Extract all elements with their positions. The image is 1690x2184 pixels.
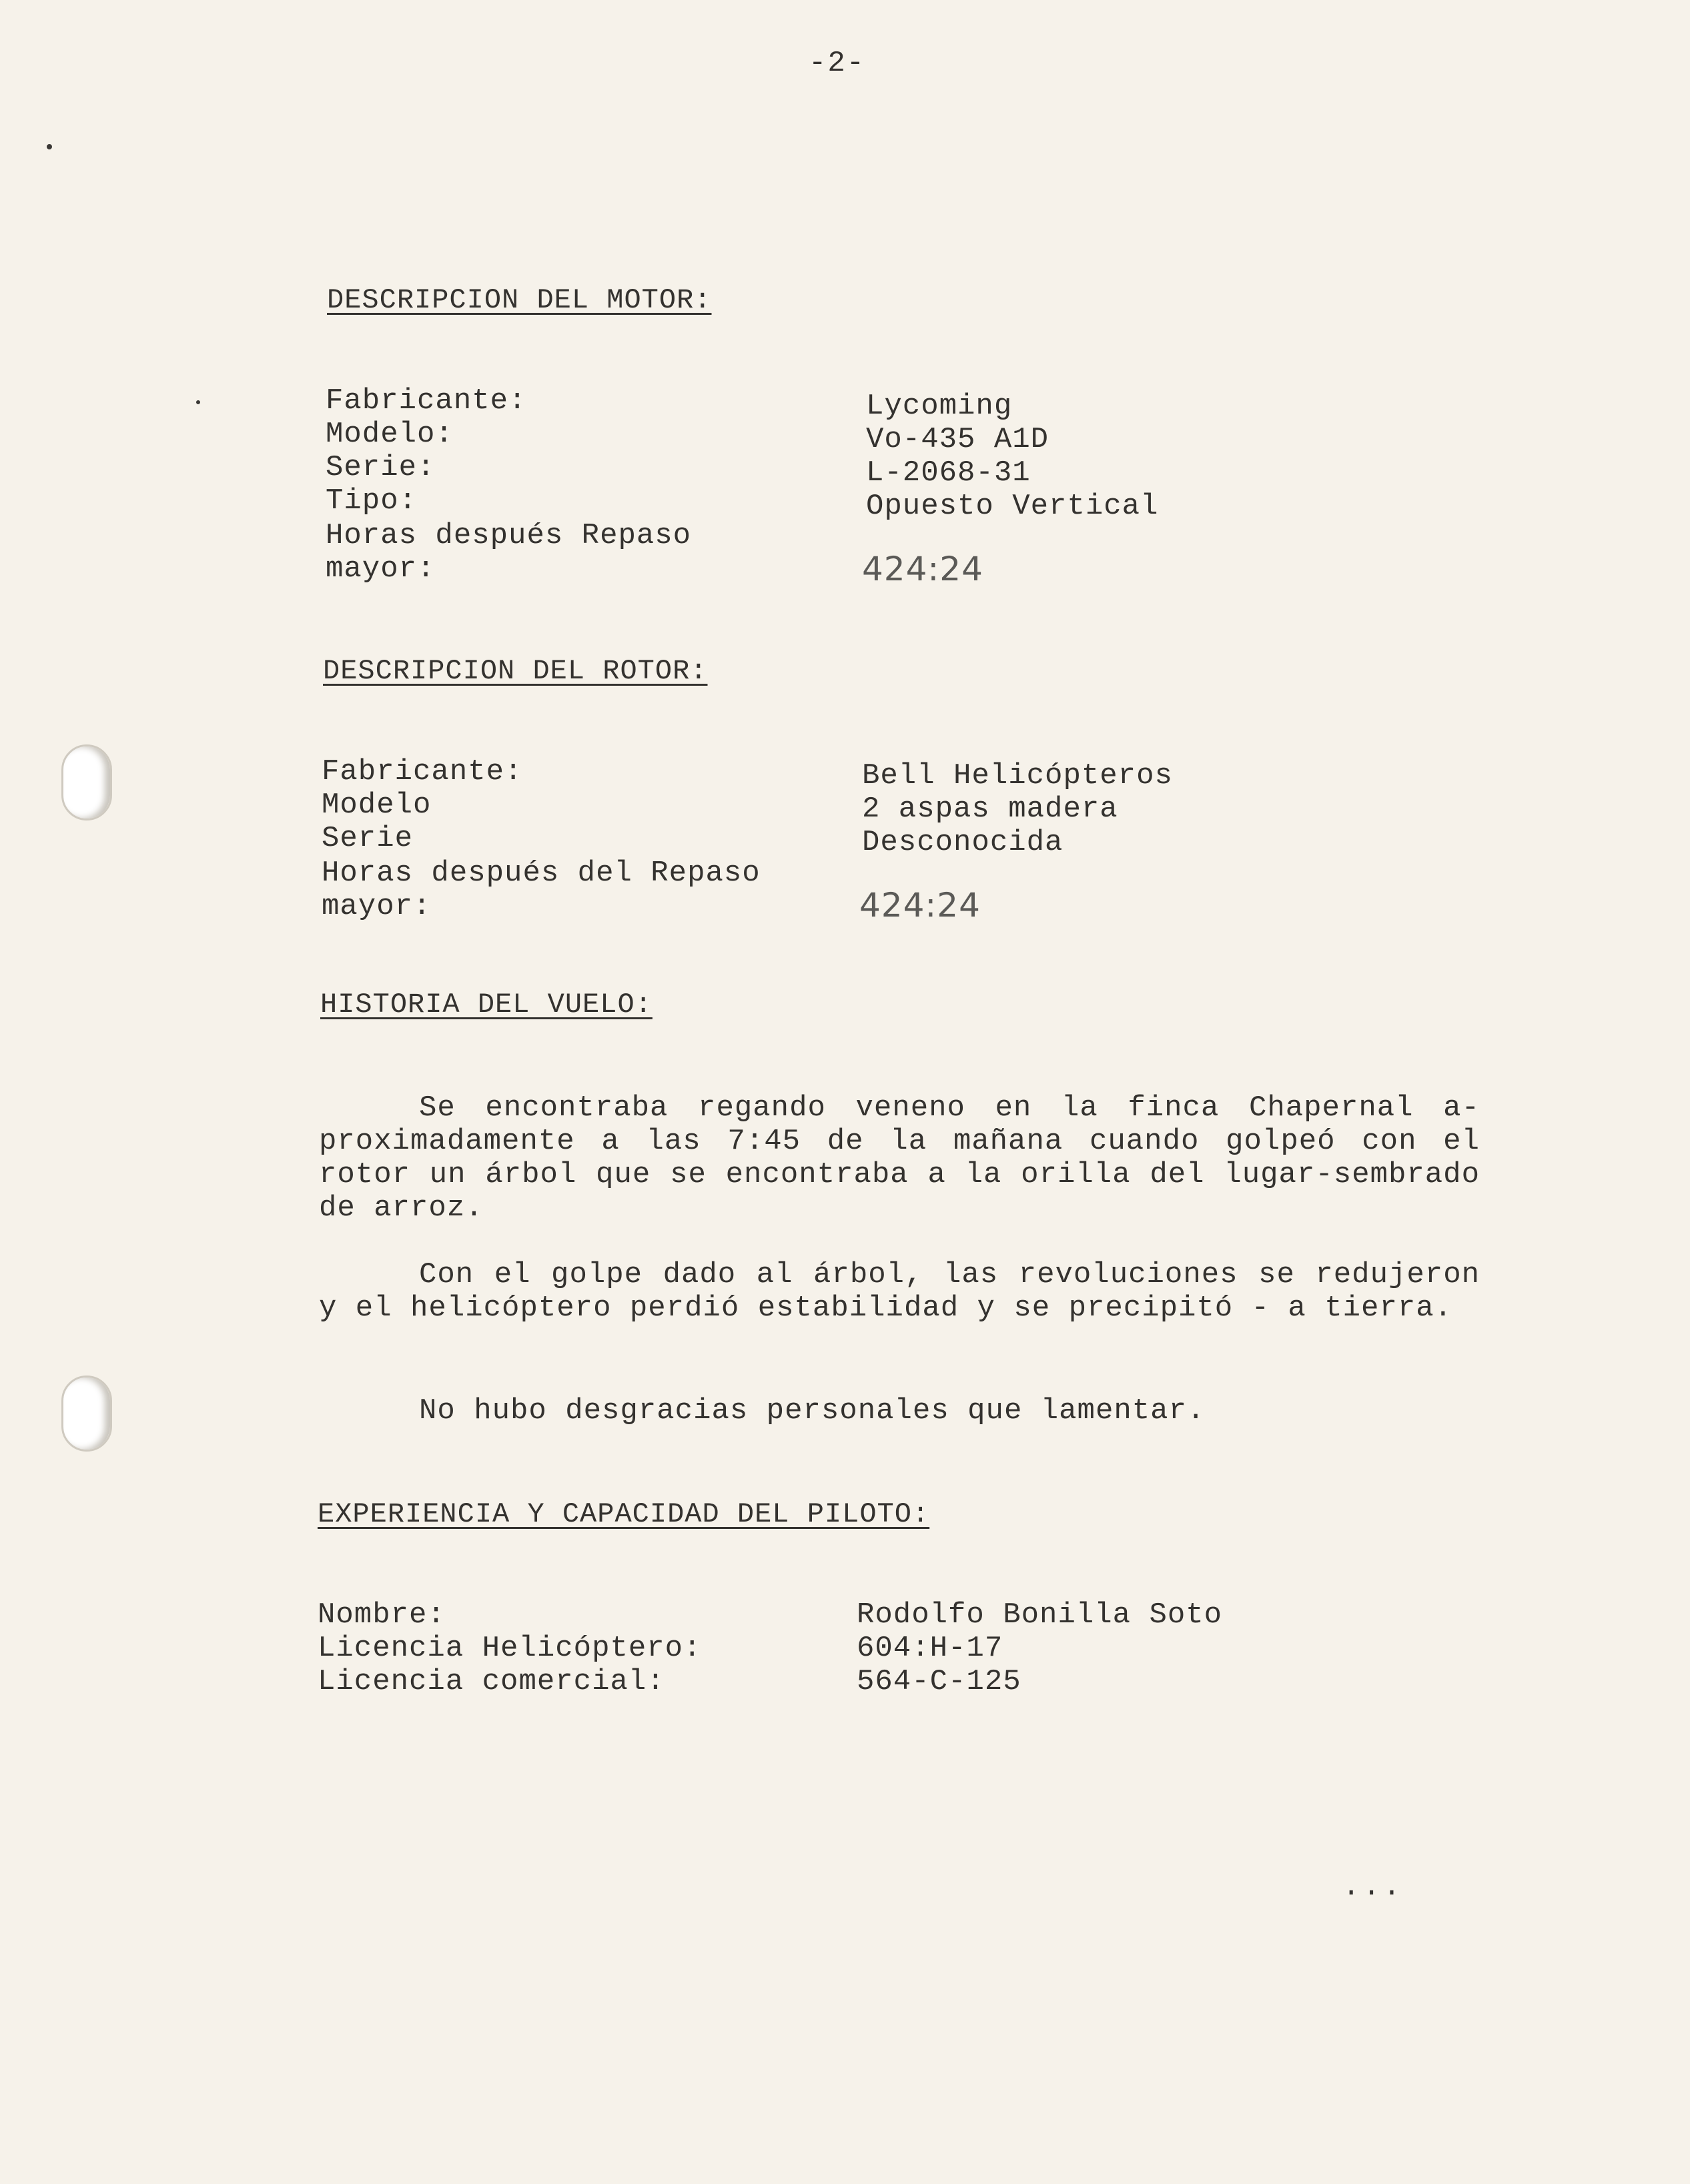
- rotor-label-serial: Serie: [322, 822, 414, 855]
- flight-history-paragraph: Se encontraba regando veneno en la finca Chapernal a-proximadamente a las 7:45 de la mañana cuando golpeó con el rotor un árbol que se encontraba a la orilla del lugar-sembrado de arroz.: [319, 1091, 1480, 1225]
- page-number: -2-: [809, 47, 866, 80]
- flight-history-paragraph: No hubo desgracias personales que lamentar.: [419, 1394, 1206, 1428]
- section-heading-motor: DESCRIPCION DEL MOTOR:: [327, 284, 712, 316]
- section-heading-rotor: DESCRIPCION DEL ROTOR:: [323, 655, 708, 687]
- motor-value-model: Vo-435 A1D: [866, 423, 1049, 456]
- rotor-label-model: Modelo: [322, 788, 432, 822]
- ink-speck: [196, 400, 200, 404]
- punch-hole-bottom: [61, 1376, 112, 1452]
- pilot-label-heli-license: Licencia Helicóptero:: [318, 1632, 702, 1665]
- motor-label-serial: Serie:: [326, 451, 436, 484]
- rotor-value-manufacturer: Bell Helicópteros: [862, 759, 1173, 792]
- pilot-label-name: Nombre:: [318, 1598, 446, 1632]
- motor-label-model: Modelo:: [326, 418, 454, 451]
- motor-label-hours-cont: mayor:: [326, 552, 436, 586]
- rotor-value-serial: Desconocida: [862, 826, 1064, 859]
- pilot-value-commercial-license: 564-C-125: [857, 1665, 1021, 1698]
- motor-value-serial: L-2068-31: [866, 456, 1031, 490]
- rotor-value-model: 2 aspas madera: [862, 792, 1118, 826]
- section-heading-pilot: EXPERIENCIA Y CAPACIDAD DEL PILOTO:: [318, 1498, 930, 1530]
- rotor-value-hours: 424:24: [859, 886, 981, 925]
- motor-label-hours: Horas después Repaso: [326, 519, 692, 552]
- motor-value-type: Opuesto Vertical: [866, 490, 1159, 523]
- pilot-value-heli-license: 604:H-17: [857, 1632, 1003, 1665]
- punch-hole-top: [61, 744, 112, 821]
- rotor-label-hours: Horas después del Repaso: [322, 857, 761, 890]
- rotor-label-manufacturer: Fabricante:: [322, 755, 523, 788]
- motor-label-manufacturer: Fabricante:: [326, 384, 527, 418]
- pilot-label-commercial-license: Licencia comercial:: [318, 1665, 665, 1698]
- section-heading-flight-history: HISTORIA DEL VUELO:: [320, 989, 653, 1021]
- motor-value-hours: 424:24: [862, 550, 983, 588]
- ink-speck: [47, 144, 52, 149]
- continuation-marker: ...: [1342, 1870, 1404, 1904]
- motor-label-type: Tipo:: [326, 484, 418, 518]
- rotor-label-hours-cont: mayor:: [322, 890, 432, 923]
- pilot-value-name: Rodolfo Bonilla Soto: [857, 1598, 1223, 1632]
- flight-history-paragraph: Con el golpe dado al árbol, las revoluciones se redujeron y el helicóptero perdió estabilidad y se precipitó - a tierra.: [319, 1258, 1480, 1325]
- motor-value-manufacturer: Lycoming: [866, 390, 1013, 423]
